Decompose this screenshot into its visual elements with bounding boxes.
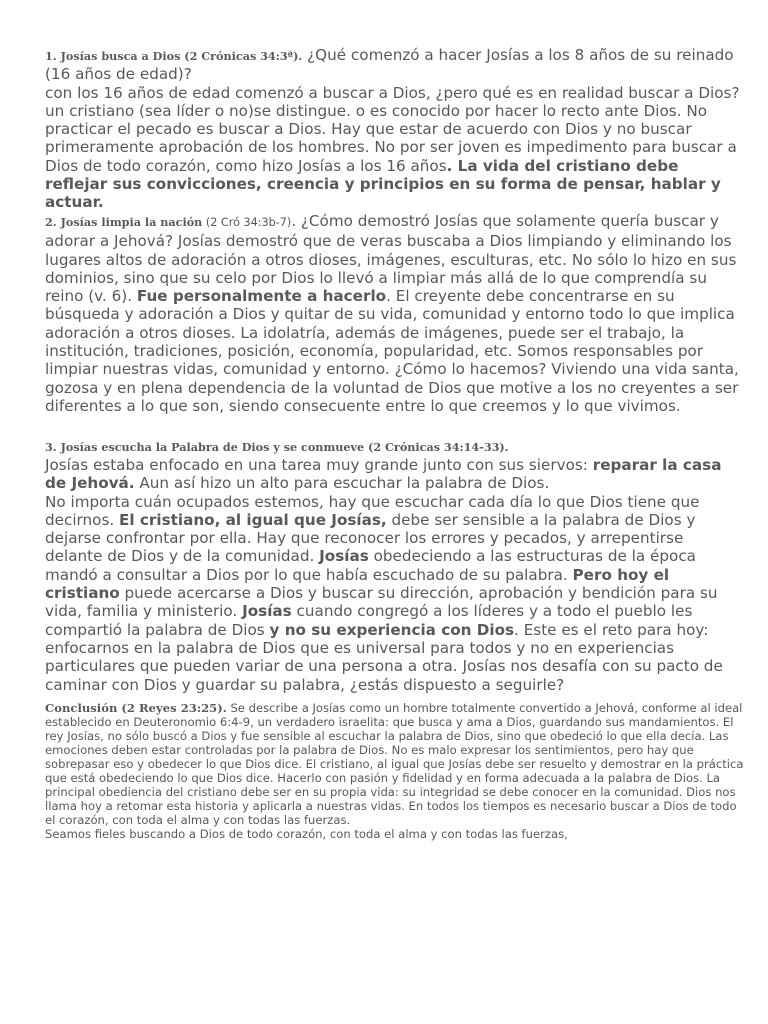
section-1-bold-text: . La vida del cristiano debe reflejar sus convicciones, creencia y principios en su forma de pensar, hablar y actuar. <box>45 156 721 212</box>
section-3-text-4: debe ser sensible a la palabra de Dios y dejarse confrontar por ella. Hay que reconocer los errores y pecados, y arrepentirse delante de Dios y de la comunidad. <box>45 510 696 566</box>
section-3 <box>45 439 745 694</box>
section-1-paragraph <box>45 46 745 84</box>
section-2-heading: 2. Josías limpia la nación <box>45 215 203 229</box>
section-3-text-8: . Este es el reto para hoy: enfocarnos en la palabra de Dios que es universal para todos y no en experiencias particulares que pueden variar de una persona a otra. Josías nos desafía con su pacto de caminar con Dios y guardar su palabra, ¿estás dispuesto a seguirle? <box>45 620 723 694</box>
section-2-bold-text: Fue personalmente a hacerlo <box>136 287 387 306</box>
section-2 <box>45 212 745 415</box>
section-3-text-5: obedeciendo a las estructuras de la época mandó a consultar a Dios por lo que había escuchado de su palabra. <box>45 547 696 584</box>
section-1-text: con los 16 años de edad comenzó a buscar a Dios, ¿pero qué es en realidad buscar a Dios? un cristiano (sea líder o no)se distingue. o es conocido por hacer lo recto ante Dios. No practicar el pecado es buscar a Dios. Hay que estar de acuerdo con Dios y no buscar primeramente aprobación de los hombres. No por ser joven es impedimento para buscar a Dios de todo corazón, como hizo Josías a los 16 años <box>45 83 740 175</box>
section-2-text-2: . El creyente debe concentrarse en su búsqueda y adoración a Dios y quitar de su vida, comunidad y entorno todo lo que implica adoración a otros dioses. La idolatría, además de imágenes, puede ser el trabajo, la institución, tradiciones, posición, economía, popularidad, etc. Somos responsables por limpiar nuestras vidas, comunidad y entorno. ¿Cómo lo hacemos? Viviendo una vida santa, gozosa y en plena dependencia de la voluntad de Dios que motive a los no creyentes a ser diferentes a lo que son, siendo consecuente entre lo que creemos y lo que vivimos. <box>45 287 739 415</box>
section-3-bold-6: y no su experiencia con Dios <box>269 620 515 639</box>
section-3-text-2: Aun así hizo un alto para escuchar la palabra de Dios. <box>134 474 550 493</box>
section-3-text-3: No importa cuán ocupados estemos, hay que escuchar cada día lo que Dios tiene que decirnos. <box>45 492 700 529</box>
section-3-text-6: puede acercarse a Dios y buscar su dirección, aprobación y bendición para su vida, familia y ministerio. <box>45 584 718 621</box>
conclusion-section <box>45 701 745 841</box>
section-2-paragraph <box>45 212 745 415</box>
section-3-text-1: Josías estaba enfocado en una tarea muy grande junto con sus siervos: <box>45 456 593 474</box>
section-3-intro <box>45 456 745 493</box>
section-3-bold-1: reparar la casa de Jehová. <box>45 456 722 493</box>
section-3-bold-2: El cristiano, al igual que Josías, <box>119 510 387 529</box>
section-2-text-1: . ¿Cómo demostró Josías que solamente quería buscar y adorar a Jehová? Josías demostró que de veras buscaba a Dios limpiando y eliminando los lugares altos de adoración a otros dioses, imágenes, esculturas, etc. No sólo lo hizo en sus dominios, sino que su celo por Dios lo llevó a limpiar más allá de lo que comprendía su reino (v. 6). <box>45 212 737 306</box>
section-3-heading: 3. Josías escucha la Palabra de Dios y se conmueve (2 Crónicas 34:14-33). <box>45 440 509 454</box>
section-1-body <box>45 84 745 212</box>
conclusion-paragraph <box>45 701 745 827</box>
section-1-heading: 1. Josías busca a Dios (2 Crónicas 34:3ª). <box>45 49 303 63</box>
conclusion-heading: Conclusión (2 Reyes 23:25). <box>45 701 227 715</box>
section-3-bold-4: Pero hoy el cristiano <box>45 565 670 603</box>
section-3-bold-5: Josías <box>242 602 292 621</box>
section-1 <box>45 46 745 212</box>
section-1-question: ¿Qué comenzó a hacer Josías a los 8 años de su reinado (16 años de edad)? <box>45 46 734 84</box>
closing-line: Seamos fieles buscando a Dios de todo corazón, con toda el alma y con todas las fuerzas, <box>45 827 568 841</box>
section-3-bold-3: Josías <box>319 547 369 566</box>
conclusion-text: Se describe a Josías como un hombre totalmente convertido a Jehová, conforme al ideal establecido en Deuteronomio 6:4-9, un verdadero israelita: que busca y ama a Dios, guardando sus mandamientos. El rey Josías, no sólo buscó a Dios y fue sensible al escuchar la palabra de Dios, sino que obedeció lo que ella decía. Las emociones deben estar controladas por la palabra de Dios. No es malo expresar los sentimientos, pero hay que sobrepasar eso y obedecer lo que Dios dice. El cristiano, al igual que Josías debe ser resuelto y demostrar en la práctica que está obedeciendo lo que Dios dice. Hacerlo con pasión y fidelidad y en forma adecuada a la palabra de Dios. La principal obediencia del cristiano debe ser en su propia vida: su integridad se debe conocer en la comunidad. Dios nos llama hoy a retomar esta historia y aplicarla a nuestras vidas. En todos los tiempos es necesario buscar a Dios de todo el corazón, con toda el alma y con todas las fuerzas. <box>45 701 744 827</box>
section-2-reference: (2 Cró 34:3b-7) <box>202 216 292 229</box>
section-3-body <box>45 493 745 694</box>
section-3-text-7: cuando congregó a los líderes y a todo el pueblo les compartió la palabra de Dios <box>45 602 693 639</box>
